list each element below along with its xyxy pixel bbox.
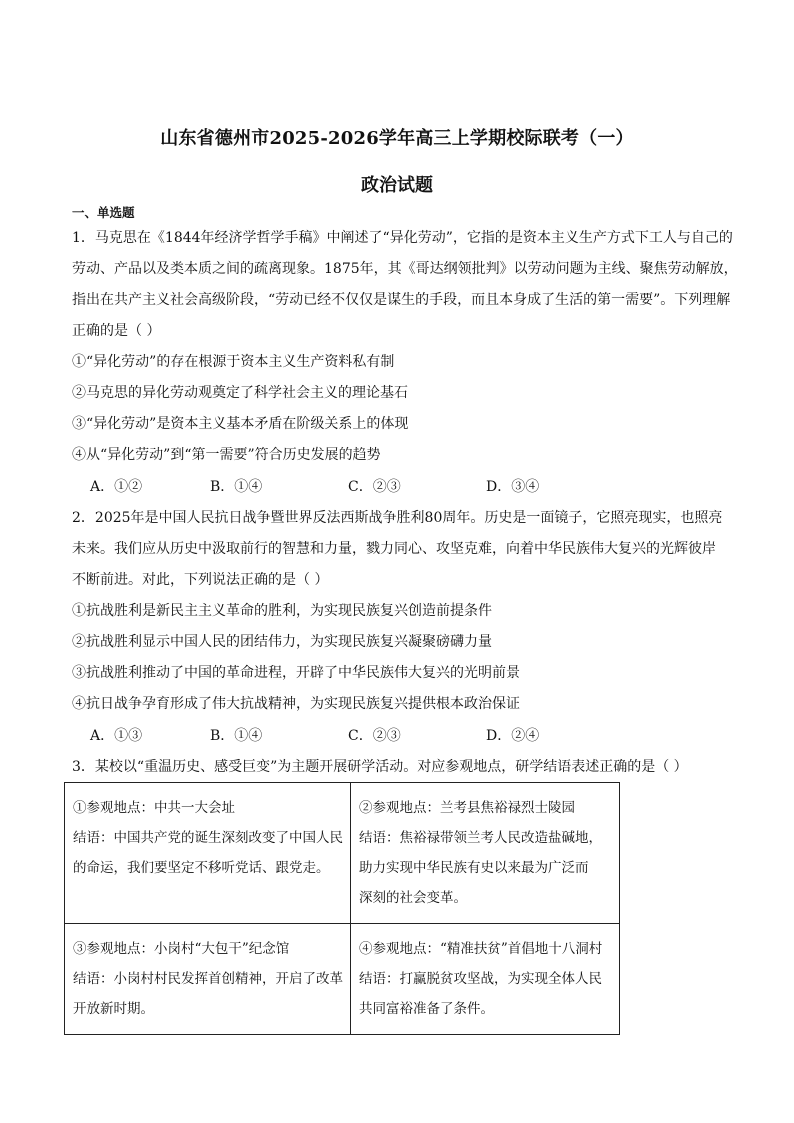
cell-line: 结语：小岗村村民发挥首创精神，开启了改革 [73,971,343,987]
q1-statement: ④从“异化劳动”到“第一需要”符合历史发展的趋势 [72,447,381,463]
q3-cell-2 [351,783,620,924]
q2-statement: ③抗战胜利推动了中国的革命进程，开辟了中华民族伟大复兴的光明前景 [72,665,520,681]
exam-subject: 政治试题 [361,175,433,196]
cell-line: 结语：焦裕禄带领兰考人民改造盐碱地， [359,830,602,846]
cell-line: ①参观地点：中共一大会址 [73,800,235,816]
q1-statement: ①“异化劳动”的存在根源于资本主义生产资料私有制 [72,354,395,370]
q1-option-b[interactable]: B．①④ [210,479,263,495]
q1-statement: ②马克思的异化劳动观奠定了科学社会主义的理论基石 [72,385,408,401]
cell-line: 开放新时期。 [73,1001,154,1017]
q2-option-c[interactable]: C．②③ [348,728,401,744]
q1-option-c[interactable]: C．②③ [348,479,401,495]
q2-statement: ②抗战胜利显示中国人民的团结伟力，为实现民族复兴凝聚磅礴力量 [72,634,492,650]
exam-title: 山东省德州市2025-2026学年高三上学期校际联考（一） [160,128,634,149]
cell-line: 助力实现中华民族有史以来最为广泛而 [359,860,589,876]
q1-stem-line: 指出在共产主义社会高级阶段，“劳动已经不仅仅是谋生的手段，而且本身成了生活的第一需要”。下列理解 [72,292,731,308]
q1-stem-line: 劳动、产品以及类本质之间的疏离现象。1875年，其《哥达纲领批判》以劳动问题为主线、聚焦劳动解放， [72,261,738,277]
q1-stem-line: 1．马克思在《1844年经济学哲学手稿》中阐述了“异化劳动”，它指的是资本主义生产方式下工人与自己的 [72,230,733,246]
q1-options [90,477,730,497]
q2-option-d[interactable]: D．②④ [486,728,540,744]
cell-line: ③参观地点：小岗村“大包干”纪念馆 [73,941,290,957]
q3-stem: 3．某校以“重温历史、感受巨变”为主题开展研学活动。对应参观地点，研学结语表述正确的是（ ） [72,759,688,775]
cell-line: 结语：中国共产党的诞生深刻改变了中国人民 [73,830,343,846]
cell-line: ④参观地点：“精准扶贫”首倡地十八洞村 [359,941,603,957]
q2-statement: ①抗战胜利是新民主主义革命的胜利，为实现民族复兴创造前提条件 [72,603,492,619]
q2-stem-line: 未来。我们应从历史中汲取前行的智慧和力量，戮力同心、攻坚克难，向着中华民族伟大复兴的光辉彼岸 [72,541,716,557]
q3-cell-1 [65,783,351,924]
q2-stem-line: 不断前进。对此，下列说法正确的是（ ） [72,572,329,588]
cell-line: ②参观地点：兰考县焦裕禄烈士陵园 [359,800,575,816]
q2-option-a[interactable]: A．①③ [90,728,143,744]
q3-cell-3 [65,924,351,1035]
q2-statement: ④抗日战争孕育形成了伟大抗战精神，为实现民族复兴提供根本政治保证 [72,696,520,712]
section-heading: 一、单选题 [72,205,135,220]
cell-line: 的命运，我们要坚定不移听党话、跟党走。 [73,860,330,876]
cell-line: 结语：打赢脱贫攻坚战，为实现全体人民 [359,971,602,987]
cell-line: 深刻的社会变革。 [359,890,467,906]
q1-option-a[interactable]: A．①② [90,479,143,495]
q1-statement: ③“异化劳动”是资本主义基本矛盾在阶级关系上的体现 [72,416,409,432]
q3-table [64,782,620,1035]
cell-line: 共同富裕准备了条件。 [359,1001,494,1017]
q1-option-d[interactable]: D．③④ [486,479,540,495]
q2-option-b[interactable]: B．①④ [210,728,263,744]
q3-cell-4 [351,924,620,1035]
q2-options [90,726,730,746]
q2-stem-line: 2．2025年是中国人民抗日战争暨世界反法西斯战争胜利80周年。历史是一面镜子，它照亮现实，也照亮 [72,510,723,526]
q1-stem-line: 正确的是（ ） [72,323,161,339]
